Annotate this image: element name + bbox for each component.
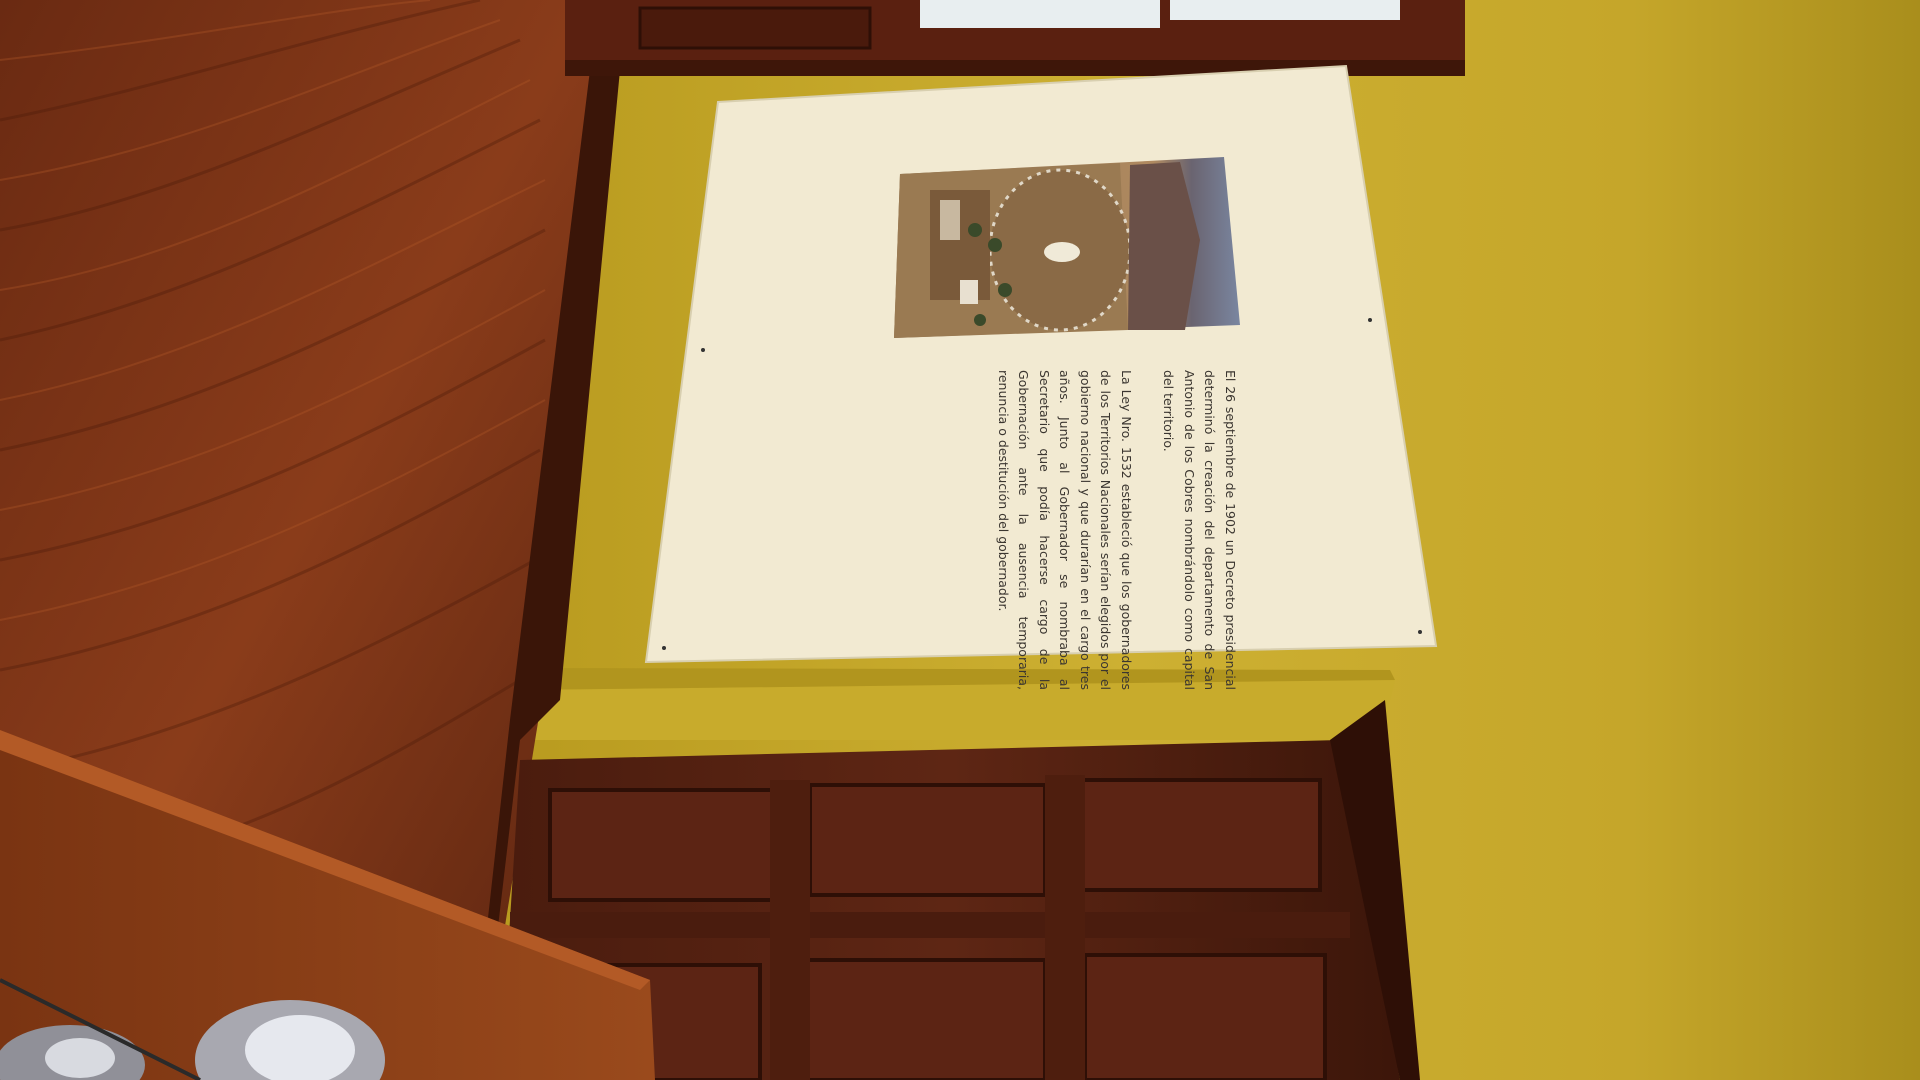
window-pane-2 bbox=[1170, 0, 1400, 20]
panel-photograph bbox=[894, 157, 1240, 338]
panel-paragraph-1: El 26 septiembre de 1902 un Decreto presidencial determinó la creación del departamento de San Antonio de los Cobres nombrándolo como capital del territorio. bbox=[1161, 370, 1238, 690]
panel-text-block bbox=[910, 370, 1240, 690]
window-pane-1 bbox=[920, 0, 1160, 28]
panel-paragraph-2: La Ley Nro. 1532 estableció que los gobernadores de los Territorios Nacionales serían elegidos por el gobierno nacional y que durarían en el cargo tres años. Junto al Gobernador se nombraba al Secretario que podía hacerse cargo de la Gobernación ante la ausencia temporaria, renuncia o destitución del gobernador. bbox=[996, 370, 1134, 690]
